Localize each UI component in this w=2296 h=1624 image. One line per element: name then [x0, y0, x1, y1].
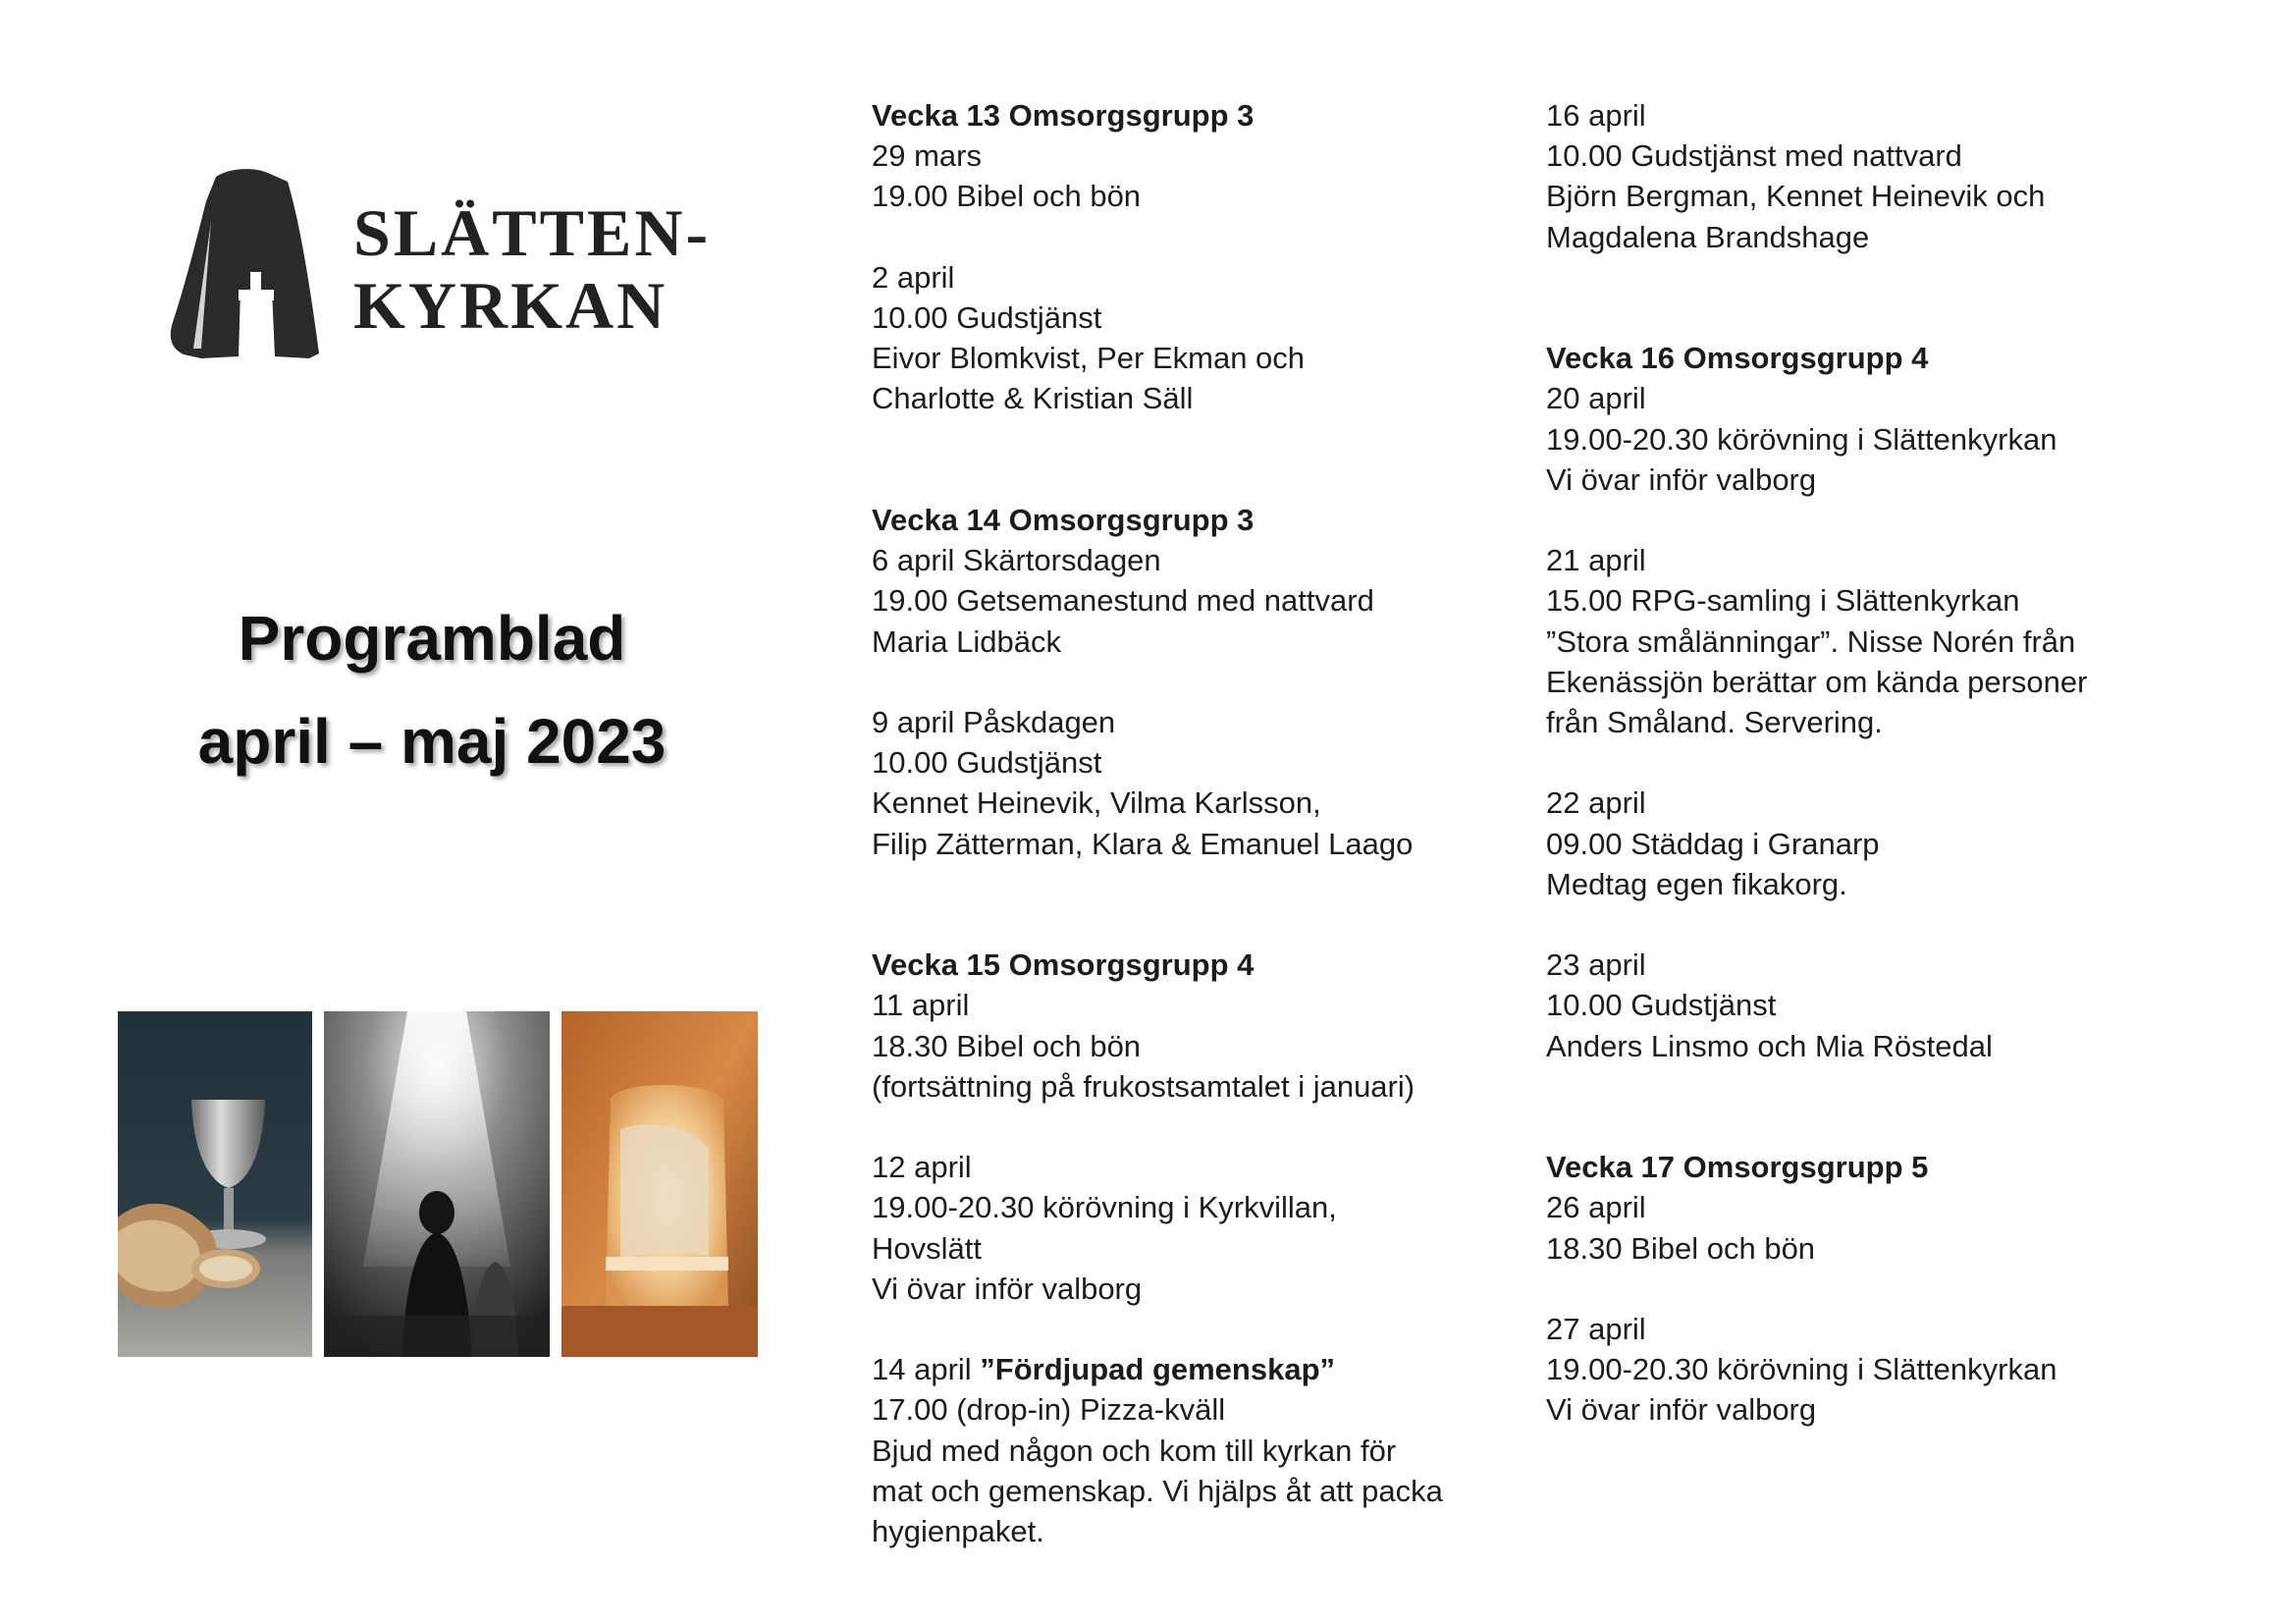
schedule-line: [1546, 580, 2174, 621]
line-text: 10.00 Gudstjänst med nattvard: [1546, 138, 1962, 174]
spacer: [1546, 500, 2174, 540]
schedule-line: [872, 298, 1421, 338]
schedule-line: [872, 1389, 1421, 1430]
line-text: 23 april: [1546, 947, 1646, 983]
line-text: 11 april: [872, 988, 970, 1023]
line-text: 19.00-20.30 körövning i Slättenkyrkan: [1546, 1352, 2057, 1387]
schedule-line: [872, 135, 1421, 176]
line-text: Anders Linsmo och Mia Röstedal: [1546, 1028, 1993, 1063]
schedule-line: [872, 1349, 1421, 1389]
schedule-line: [1546, 378, 2174, 418]
schedule-line: [872, 1026, 1421, 1066]
schedule-line: [1546, 622, 2174, 662]
spacer: [1546, 1066, 2174, 1147]
schedule-line: [1546, 985, 2174, 1025]
line-text: Vecka 17 Omsorgsgrupp 5: [1546, 1150, 1929, 1185]
title-line-2: april – maj 2023: [197, 706, 667, 777]
line-text: Hovslätt: [872, 1230, 982, 1266]
schedule-line: [1546, 1026, 2174, 1066]
church-logo: [162, 162, 731, 368]
line-text: 27 april: [1546, 1312, 1646, 1346]
week-heading: [872, 945, 1421, 985]
schedule-line: [872, 622, 1421, 662]
schedule-line: [872, 378, 1421, 418]
line-text: Vi övar inför valborg: [872, 1271, 1143, 1306]
line-text: Vecka 15 Omsorgsgrupp 4: [872, 947, 1255, 983]
line-text: 9 april Påskdagen: [872, 705, 1116, 739]
line-text: Eivor Blomkvist, Per Ekman och: [872, 341, 1306, 376]
spacer: [872, 1107, 1421, 1147]
event-title: ”Fördjupad gemenskap”: [980, 1352, 1336, 1387]
line-text: Vecka 16 Omsorgsgrupp 4: [1546, 341, 1929, 376]
line-text: Vi övar inför valborg: [1546, 461, 1817, 497]
schedule-line: [872, 1147, 1421, 1187]
schedule-line: [1546, 945, 2174, 985]
schedule-line: [1546, 95, 2174, 135]
logo-line-1: SLÄTTEN-: [353, 195, 712, 270]
schedule-line: [1546, 460, 2174, 500]
chalice-bread-photo: [118, 1011, 312, 1357]
line-text: 20 april: [1546, 381, 1646, 416]
line-text: 19.00-20.30 körövning i Slättenkyrkan: [1546, 421, 2057, 457]
schedule-line: [1546, 1187, 2174, 1227]
line-text: hygienpaket.: [872, 1514, 1044, 1549]
line-text: 12 april: [872, 1150, 972, 1185]
line-text: 09.00 Städdag i Granarp: [1546, 826, 1880, 861]
schedule-line: [1546, 419, 2174, 460]
empty-tomb-photo: [561, 1011, 758, 1357]
line-text: Björn Bergman, Kennet Heinevik och: [1546, 179, 2046, 214]
church-stone-cross-icon: [162, 162, 339, 368]
line-text: Magdalena Brandshage: [1546, 219, 1870, 254]
schedule-line: [1546, 864, 2174, 904]
spacer: [1546, 742, 2174, 783]
line-text: 18.30 Bibel och bön: [872, 1028, 1142, 1063]
week-heading: [1546, 338, 2174, 378]
schedule-line: [872, 257, 1421, 298]
line-text: Vecka 13 Omsorgsgrupp 3: [872, 98, 1255, 133]
week-heading: [1546, 1147, 2174, 1187]
schedule-line: [872, 1431, 1421, 1471]
schedule-line: [1546, 662, 2174, 702]
line-text: Ekenässjön berättar om kända personer: [1546, 664, 2088, 699]
line-text: Filip Zätterman, Klara & Emanuel Laago: [872, 826, 1414, 861]
schedule-line: [1546, 217, 2174, 257]
line-text: 2 april: [872, 259, 955, 295]
logo-line-2: KYRKAN: [353, 268, 668, 343]
schedule-line: [1546, 783, 2174, 823]
week-heading: [872, 500, 1421, 540]
schedule-column-2: [1546, 95, 2174, 1431]
line-text: 19.00 Bibel och bön: [872, 179, 1142, 214]
page-title: [98, 587, 766, 793]
schedule-line: [872, 742, 1421, 783]
schedule-line: [1546, 540, 2174, 580]
line-text: Maria Lidbäck: [872, 623, 1061, 659]
line-text: Medtag egen fikakorg.: [1546, 866, 1847, 901]
schedule-line: [872, 1066, 1421, 1107]
schedule-line: [872, 1511, 1421, 1551]
line-text: 21 april: [1546, 543, 1646, 578]
line-text: Charlotte & Kristian Säll: [872, 381, 1194, 416]
line-text: 10.00 Gudstjänst: [1546, 988, 1777, 1023]
schedule-line: [1546, 135, 2174, 176]
line-text: 10.00 Gudstjänst: [872, 745, 1102, 781]
schedule-line: [872, 1228, 1421, 1269]
schedule-line: [872, 1269, 1421, 1309]
line-text: 26 april: [1546, 1190, 1646, 1225]
spacer: [872, 662, 1421, 702]
line-text: 14 april: [872, 1352, 981, 1387]
schedule-line: [872, 783, 1421, 823]
schedule-line: [872, 985, 1421, 1025]
line-text: Bjud med någon och kom till kyrkan för: [872, 1433, 1397, 1468]
spacer: [1546, 257, 2174, 338]
spacer: [1546, 904, 2174, 945]
week-heading: [872, 95, 1421, 135]
line-text: Vecka 14 Omsorgsgrupp 3: [872, 503, 1255, 537]
line-text: 6 april Skärtorsdagen: [872, 543, 1161, 578]
schedule-line: [1546, 824, 2174, 864]
schedule-line: [872, 1187, 1421, 1227]
line-text: från Småland. Servering.: [1546, 705, 1883, 740]
schedule-line: [872, 176, 1421, 216]
title-line-1: Programblad: [238, 603, 626, 674]
line-text: Vi övar inför valborg: [1546, 1392, 1817, 1428]
line-text: 19.00 Getsemanestund med nattvard: [872, 583, 1374, 619]
schedule-line: [1546, 176, 2174, 216]
schedule-line: [1546, 1309, 2174, 1349]
schedule-line: [872, 702, 1421, 742]
schedule-line: [1546, 1228, 2174, 1269]
line-text: 19.00-20.30 körövning i Kyrkvillan,: [872, 1190, 1337, 1225]
light-beam-figure-photo: [324, 1011, 550, 1357]
schedule-line: [1546, 1349, 2174, 1389]
schedule-line: [872, 824, 1421, 864]
line-text: (fortsättning på frukostsamtalet i januari): [872, 1068, 1415, 1104]
line-text: 10.00 Gudstjänst: [872, 300, 1102, 335]
line-text: 16 april: [1546, 98, 1646, 133]
spacer: [872, 864, 1421, 945]
spacer: [872, 217, 1421, 257]
line-text: 17.00 (drop-in) Pizza-kväll: [872, 1392, 1226, 1428]
schedule-line: [1546, 1389, 2174, 1430]
spacer: [872, 419, 1421, 500]
line-text: mat och gemenskap. Vi hjälps åt att packa: [872, 1473, 1443, 1508]
schedule-column-1: [872, 95, 1443, 1551]
schedule-line: [872, 1471, 1443, 1511]
line-text: 18.30 Bibel och bön: [1546, 1230, 1816, 1266]
line-text: 29 mars: [872, 138, 982, 174]
spacer: [872, 1309, 1421, 1349]
line-text: Kennet Heinevik, Vilma Karlsson,: [872, 785, 1321, 821]
schedule-line: [872, 338, 1421, 378]
line-text: 15.00 RPG-samling i Slättenkyrkan: [1546, 583, 2020, 619]
line-text: 22 april: [1546, 785, 1646, 821]
line-text: ”Stora smålänningar”. Nisse Norén från: [1546, 623, 2076, 659]
schedule-line: [872, 540, 1421, 580]
schedule-line: [1546, 702, 2174, 742]
schedule-line: [872, 580, 1421, 621]
spacer: [1546, 1269, 2174, 1309]
